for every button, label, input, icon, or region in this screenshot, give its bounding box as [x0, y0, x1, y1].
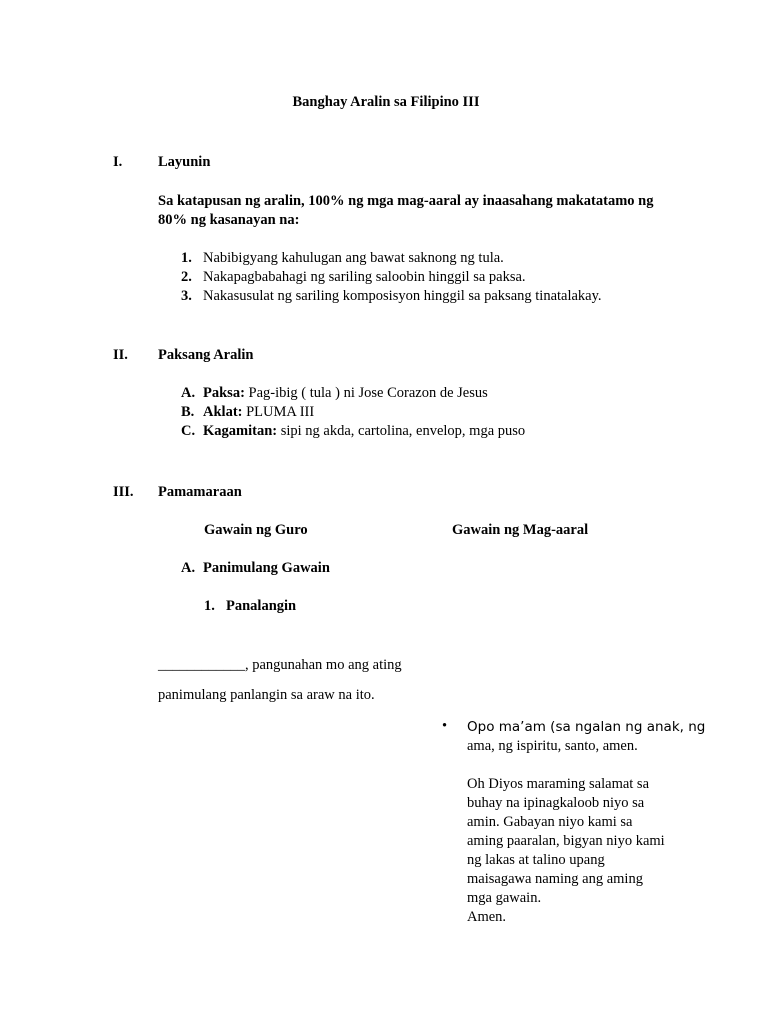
section-1-heading: Layunin [158, 154, 211, 170]
prayer-line: Oh Diyos maraming salamat sa [467, 776, 650, 792]
step-number: 1. [204, 598, 215, 614]
subject-value: sipi ng akda, cartolina, envelop, mga puso [277, 423, 526, 439]
subject-value: Pag-ibig ( tula ) ni Jose Corazon de Jesus [244, 385, 488, 401]
step-heading: Panalangin [226, 598, 297, 614]
objective-intro-line-1: Sa katapusan ng aralin, 100% ng mga mag-aaral ay inaasahang makatatamo ng [158, 193, 654, 209]
subject-value: PLUMA III [242, 404, 315, 420]
column-header-teacher: Gawain ng Guro [204, 522, 308, 538]
objective-intro-line-2: 80% ng kasanayan na: [158, 212, 300, 228]
prayer-line: amin. Gabayan niyo kami sa [467, 814, 633, 830]
objective-number: 2. [181, 269, 192, 285]
subject-item [203, 384, 488, 403]
prayer-line: buhay na ipinagkaloob niyo sa [467, 795, 645, 811]
bullet-icon: • [442, 718, 448, 734]
subsection-heading: Panimulang Gawain [203, 560, 330, 576]
student-response-line: ama, ng ispiritu, santo, amen. [467, 738, 638, 754]
objective-item: Nakapagbabahagi ng sariling saloobin hinggil sa paksa. [203, 269, 526, 285]
subject-letter: C. [181, 423, 196, 439]
objective-item: Nakasusulat ng sariling komposisyon hinggil sa paksang tinatalakay. [203, 288, 602, 304]
prayer-line: aming paaralan, bigyan niyo kami [467, 833, 665, 849]
subject-label: Kagamitan: [203, 423, 278, 439]
teacher-line: ____________, pangunahan mo ang ating [158, 657, 402, 673]
prayer-line: ng lakas at talino upang [467, 852, 605, 868]
objective-number: 3. [181, 288, 192, 304]
section-3-heading: Pamamaraan [158, 484, 242, 500]
subject-label: Paksa: [203, 385, 245, 401]
section-1-numeral: I. [113, 154, 123, 170]
section-3-numeral: III. [113, 484, 134, 500]
subject-label: Aklat: [203, 404, 243, 420]
section-2-numeral: II. [113, 347, 128, 363]
objective-item: Nabibigyang kahulugan ang bawat saknong ng tula. [203, 250, 504, 266]
subject-letter: B. [181, 404, 195, 420]
subject-item [203, 422, 525, 441]
prayer-line: Amen. [467, 909, 507, 925]
prayer-line: maisagawa naming ang aming [467, 871, 643, 887]
column-header-student: Gawain ng Mag-aaral [452, 522, 589, 538]
subject-item [203, 403, 314, 422]
page-title: Banghay Aralin sa Filipino III [292, 94, 480, 110]
objective-number: 1. [181, 250, 192, 266]
student-response-line: Opo ma’am (sa ngalan ng anak, ng [467, 719, 706, 735]
subject-letter: A. [181, 385, 196, 401]
section-2-heading: Paksang Aralin [158, 347, 254, 363]
teacher-line: panimulang panlangin sa araw na ito. [158, 687, 375, 703]
subsection-letter: A. [181, 560, 196, 576]
prayer-line: mga gawain. [467, 890, 542, 906]
